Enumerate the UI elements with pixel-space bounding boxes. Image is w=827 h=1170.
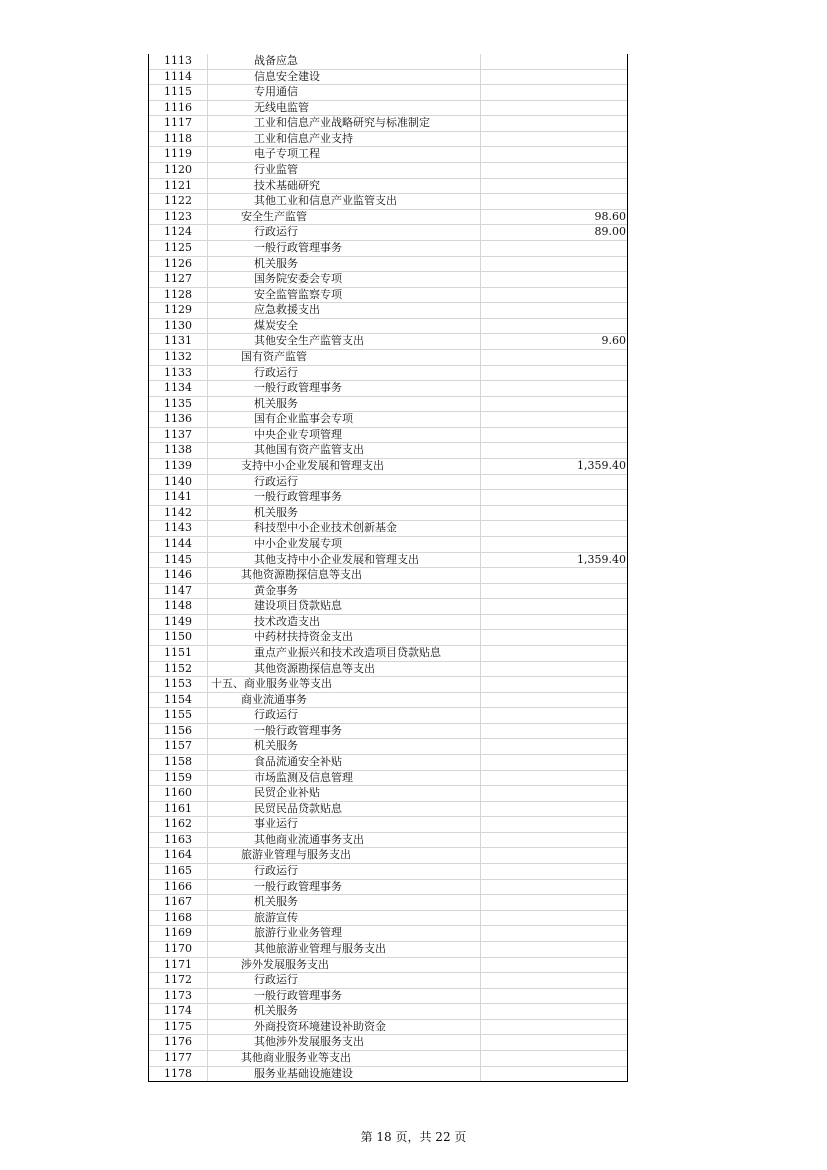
table-row (149, 973, 627, 989)
item-name-cell: 其他安全生产监管支出 (208, 334, 481, 349)
table-row (149, 880, 627, 896)
item-name-cell: 一般行政管理事务 (208, 241, 481, 256)
row-number-cell: 1174 (149, 1004, 208, 1019)
table-row (149, 958, 627, 974)
row-number-cell: 1138 (149, 443, 208, 458)
table-row (149, 303, 627, 319)
amount-cell (481, 755, 627, 770)
table-row (149, 615, 627, 631)
row-number-cell: 1169 (149, 926, 208, 941)
item-name-cell: 其他涉外发展服务支出 (208, 1035, 481, 1050)
row-number-cell: 1137 (149, 428, 208, 443)
row-number-cell: 1122 (149, 194, 208, 209)
row-number-cell: 1130 (149, 319, 208, 334)
item-name-cell: 中药材扶持资金支出 (208, 630, 481, 645)
item-name-cell: 中央企业专项管理 (208, 428, 481, 443)
table-row (149, 989, 627, 1005)
table-row (149, 101, 627, 117)
item-name-cell: 机关服务 (208, 1004, 481, 1019)
row-number-cell: 1152 (149, 662, 208, 677)
amount-cell (481, 116, 627, 131)
amount-cell (481, 973, 627, 988)
amount-cell (481, 163, 627, 178)
spreadsheet-table (148, 54, 628, 1082)
table-row (149, 553, 627, 569)
amount-cell (481, 646, 627, 661)
item-name-cell: 服务业基础设施建设 (208, 1067, 481, 1082)
item-name-cell: 国务院安委会专项 (208, 272, 481, 287)
page-footer: 第 18 页，共 22 页 (360, 1130, 467, 1144)
table-row (149, 147, 627, 163)
amount-cell: 1,359.40 (577, 552, 626, 566)
item-name-cell: 机关服务 (208, 506, 481, 521)
item-name-cell: 工业和信息产业支持 (208, 132, 481, 147)
table-row (149, 241, 627, 257)
item-name-cell: 民贸企业补贴 (208, 786, 481, 801)
item-name-cell: 机关服务 (208, 739, 481, 754)
row-number-cell: 1162 (149, 817, 208, 832)
row-number-cell: 1177 (149, 1051, 208, 1066)
item-name-cell: 行政运行 (208, 366, 481, 381)
item-name-cell: 民贸民品贷款贴息 (208, 802, 481, 817)
item-name-cell: 旅游宣传 (208, 911, 481, 926)
table-row (149, 1004, 627, 1020)
item-name-cell: 涉外发展服务支出 (208, 958, 481, 973)
item-name-cell: 科技型中小企业技术创新基金 (208, 521, 481, 536)
amount-cell: 1,359.40 (577, 459, 626, 473)
item-name-cell: 技术改造支出 (208, 615, 481, 630)
amount-cell (481, 319, 627, 334)
row-number-cell: 1157 (149, 739, 208, 754)
table-row (149, 584, 627, 600)
amount-cell (481, 739, 627, 754)
item-name-cell: 行政运行 (208, 475, 481, 490)
item-name-cell: 商业流通事务 (208, 693, 481, 708)
row-number-cell: 1158 (149, 755, 208, 770)
row-number-cell: 1135 (149, 397, 208, 412)
amount-cell (481, 1004, 627, 1019)
table-row (149, 537, 627, 553)
item-name-cell: 机关服务 (208, 257, 481, 272)
table-row (149, 70, 627, 86)
row-number-cell: 1121 (149, 179, 208, 194)
item-name-cell: 技术基础研究 (208, 179, 481, 194)
row-number-cell: 1144 (149, 537, 208, 552)
amount-cell (481, 54, 627, 69)
table-row (149, 490, 627, 506)
row-number-cell: 1140 (149, 475, 208, 490)
table-row (149, 412, 627, 428)
amount-cell (481, 412, 627, 427)
table-row (149, 257, 627, 273)
row-number-cell: 1124 (149, 225, 208, 240)
row-number-cell: 1164 (149, 848, 208, 863)
table-row (149, 397, 627, 413)
row-number-cell: 1161 (149, 802, 208, 817)
row-number-cell: 1153 (149, 677, 208, 692)
table-row (149, 443, 627, 459)
table-row (149, 911, 627, 927)
item-name-cell: 事业运行 (208, 817, 481, 832)
amount-cell (481, 895, 627, 910)
table-row (149, 381, 627, 397)
table-row (149, 459, 627, 475)
item-name-cell: 其他商业服务业等支出 (208, 1051, 481, 1066)
row-number-cell: 1128 (149, 288, 208, 303)
item-name-cell: 市场监测及信息管理 (208, 771, 481, 786)
table-row (149, 210, 627, 226)
table-row (149, 677, 627, 693)
amount-cell (481, 490, 627, 505)
amount-cell (481, 817, 627, 832)
row-number-cell: 1123 (149, 210, 208, 225)
table-row (149, 942, 627, 958)
row-number-cell: 1126 (149, 257, 208, 272)
amount-cell (481, 132, 627, 147)
row-number-cell: 1165 (149, 864, 208, 879)
item-name-cell: 黄金事务 (208, 584, 481, 599)
row-number-cell: 1129 (149, 303, 208, 318)
item-name-cell: 其他工业和信息产业监管支出 (208, 194, 481, 209)
row-number-cell: 1115 (149, 85, 208, 100)
table-row (149, 833, 627, 849)
table-row (149, 802, 627, 818)
amount-cell (481, 537, 627, 552)
item-name-cell: 工业和信息产业战略研究与标准制定 (208, 116, 481, 131)
table-row (149, 116, 627, 132)
amount-cell (481, 366, 627, 381)
item-name-cell: 重点产业振兴和技术改造项目贷款贴息 (208, 646, 481, 661)
item-name-cell: 一般行政管理事务 (208, 724, 481, 739)
amount-cell (481, 724, 627, 739)
item-name-cell: 行政运行 (208, 708, 481, 723)
row-number-cell: 1176 (149, 1035, 208, 1050)
table-row (149, 817, 627, 833)
item-name-cell: 其他支持中小企业发展和管理支出 (208, 553, 481, 568)
table-row (149, 1035, 627, 1051)
item-name-cell: 中小企业发展专项 (208, 537, 481, 552)
table-row (149, 1067, 627, 1083)
row-number-cell: 1160 (149, 786, 208, 801)
amount-cell (481, 303, 627, 318)
table-row (149, 225, 627, 241)
amount-cell (481, 942, 627, 957)
amount-cell (481, 864, 627, 879)
item-name-cell: 支持中小企业发展和管理支出 (208, 459, 481, 474)
item-name-cell: 行政运行 (208, 864, 481, 879)
table-row (149, 85, 627, 101)
amount-cell (481, 257, 627, 272)
amount-cell (481, 1020, 627, 1035)
row-number-cell: 1148 (149, 599, 208, 614)
amount-cell (481, 101, 627, 116)
item-name-cell: 旅游业管理与服务支出 (208, 848, 481, 863)
amount-cell: 89.00 (594, 225, 626, 239)
row-number-cell: 1149 (149, 615, 208, 630)
item-name-cell: 安全生产监管 (208, 210, 481, 225)
row-number-cell: 1175 (149, 1020, 208, 1035)
table-row (149, 739, 627, 755)
row-number-cell: 1145 (149, 553, 208, 568)
table-row (149, 864, 627, 880)
row-number-cell: 1171 (149, 958, 208, 973)
amount-cell (481, 194, 627, 209)
table-row (149, 926, 627, 942)
table-row (149, 506, 627, 522)
amount-cell (481, 599, 627, 614)
amount-cell (481, 179, 627, 194)
amount-cell (481, 288, 627, 303)
row-number-cell: 1159 (149, 771, 208, 786)
row-number-cell: 1117 (149, 116, 208, 131)
table-row (149, 848, 627, 864)
row-number-cell: 1173 (149, 989, 208, 1004)
table-row (149, 599, 627, 615)
item-name-cell: 行政运行 (208, 973, 481, 988)
amount-cell (481, 521, 627, 536)
amount-cell (481, 771, 627, 786)
table-row (149, 521, 627, 537)
item-name-cell: 安全监管监察专项 (208, 288, 481, 303)
item-name-cell: 一般行政管理事务 (208, 880, 481, 895)
item-name-cell: 行政运行 (208, 225, 481, 240)
amount-cell (481, 1035, 627, 1050)
row-number-cell: 1136 (149, 412, 208, 427)
table-row (149, 288, 627, 304)
item-name-cell: 其他旅游业管理与服务支出 (208, 942, 481, 957)
amount-cell (481, 833, 627, 848)
item-name-cell: 战备应急 (208, 54, 481, 69)
amount-cell (481, 786, 627, 801)
row-number-cell: 1116 (149, 101, 208, 116)
row-number-cell: 1146 (149, 568, 208, 583)
table-row (149, 630, 627, 646)
item-name-cell: 其他资源勘探信息等支出 (208, 662, 481, 677)
row-number-cell: 1143 (149, 521, 208, 536)
item-name-cell: 食品流通安全补贴 (208, 755, 481, 770)
row-number-cell: 1120 (149, 163, 208, 178)
item-name-cell: 无线电监管 (208, 101, 481, 116)
table-row (149, 350, 627, 366)
amount-cell (481, 506, 627, 521)
amount-cell (481, 630, 627, 645)
table-row (149, 475, 627, 491)
row-number-cell: 1139 (149, 459, 208, 474)
row-number-cell: 1142 (149, 506, 208, 521)
row-number-cell: 1155 (149, 708, 208, 723)
table-row (149, 786, 627, 802)
item-name-cell: 其他资源勘探信息等支出 (208, 568, 481, 583)
amount-cell (481, 958, 627, 973)
table-row (149, 895, 627, 911)
table-row (149, 428, 627, 444)
amount-cell (481, 272, 627, 287)
amount-cell (481, 926, 627, 941)
row-number-cell: 1132 (149, 350, 208, 365)
table-row (149, 319, 627, 335)
table-row (149, 334, 627, 350)
row-number-cell: 1119 (149, 147, 208, 162)
amount-cell (481, 1051, 627, 1066)
amount-cell (481, 693, 627, 708)
amount-cell (481, 677, 627, 692)
row-number-cell: 1131 (149, 334, 208, 349)
row-number-cell: 1150 (149, 630, 208, 645)
item-name-cell: 专用通信 (208, 85, 481, 100)
table-row (149, 724, 627, 740)
item-name-cell: 其他国有资产监管支出 (208, 443, 481, 458)
row-number-cell: 1166 (149, 880, 208, 895)
row-number-cell: 1168 (149, 911, 208, 926)
item-name-cell: 一般行政管理事务 (208, 490, 481, 505)
table-row (149, 1051, 627, 1067)
item-name-cell: 煤炭安全 (208, 319, 481, 334)
row-number-cell: 1163 (149, 833, 208, 848)
item-name-cell: 国有资产监管 (208, 350, 481, 365)
table-row (149, 366, 627, 382)
amount-cell: 98.60 (594, 209, 626, 223)
item-name-cell: 一般行政管理事务 (208, 381, 481, 396)
item-name-cell: 建设项目贷款贴息 (208, 599, 481, 614)
table-row (149, 54, 627, 70)
amount-cell (481, 147, 627, 162)
row-number-cell: 1127 (149, 272, 208, 287)
amount-cell (481, 443, 627, 458)
item-name-cell: 应急救援支出 (208, 303, 481, 318)
item-name-cell: 电子专项工程 (208, 147, 481, 162)
amount-cell (481, 568, 627, 583)
row-number-cell: 1133 (149, 366, 208, 381)
amount-cell (481, 475, 627, 490)
amount-cell (481, 428, 627, 443)
row-number-cell: 1147 (149, 584, 208, 599)
row-number-cell: 1125 (149, 241, 208, 256)
table-row (149, 179, 627, 195)
amount-cell (481, 989, 627, 1004)
item-name-cell: 旅游行业业务管理 (208, 926, 481, 941)
amount-cell (481, 911, 627, 926)
item-name-cell: 国有企业监事会专项 (208, 412, 481, 427)
table-row (149, 662, 627, 678)
amount-cell (481, 584, 627, 599)
amount-cell (481, 70, 627, 85)
table-row (149, 755, 627, 771)
table-row (149, 568, 627, 584)
row-number-cell: 1154 (149, 693, 208, 708)
item-name-cell: 十五、商业服务业等支出 (208, 677, 481, 692)
amount-cell (481, 615, 627, 630)
amount-cell (481, 350, 627, 365)
row-number-cell: 1114 (149, 70, 208, 85)
table-row (149, 194, 627, 210)
amount-cell (481, 662, 627, 677)
item-name-cell: 行业监管 (208, 163, 481, 178)
row-number-cell: 1151 (149, 646, 208, 661)
amount-cell (481, 241, 627, 256)
item-name-cell: 信息安全建设 (208, 70, 481, 85)
amount-cell (481, 397, 627, 412)
amount-cell (481, 381, 627, 396)
table-row (149, 132, 627, 148)
row-number-cell: 1172 (149, 973, 208, 988)
amount-cell (481, 85, 627, 100)
table-row (149, 272, 627, 288)
table-row (149, 708, 627, 724)
amount-cell (481, 708, 627, 723)
table-row (149, 1020, 627, 1036)
table-row (149, 693, 627, 709)
amount-cell (481, 802, 627, 817)
row-number-cell: 1141 (149, 490, 208, 505)
item-name-cell: 一般行政管理事务 (208, 989, 481, 1004)
row-number-cell: 1170 (149, 942, 208, 957)
row-number-cell: 1118 (149, 132, 208, 147)
row-number-cell: 1178 (149, 1067, 208, 1082)
row-number-cell: 1113 (149, 54, 208, 69)
row-number-cell: 1156 (149, 724, 208, 739)
amount-cell (481, 880, 627, 895)
item-name-cell: 外商投资环境建设补助资金 (208, 1020, 481, 1035)
amount-cell (481, 848, 627, 863)
item-name-cell: 机关服务 (208, 895, 481, 910)
amount-cell (481, 1067, 627, 1082)
item-name-cell: 机关服务 (208, 397, 481, 412)
row-number-cell: 1134 (149, 381, 208, 396)
table-row (149, 646, 627, 662)
amount-cell: 9.60 (601, 334, 626, 348)
row-number-cell: 1167 (149, 895, 208, 910)
item-name-cell: 其他商业流通事务支出 (208, 833, 481, 848)
table-row (149, 771, 627, 787)
table-row (149, 163, 627, 179)
